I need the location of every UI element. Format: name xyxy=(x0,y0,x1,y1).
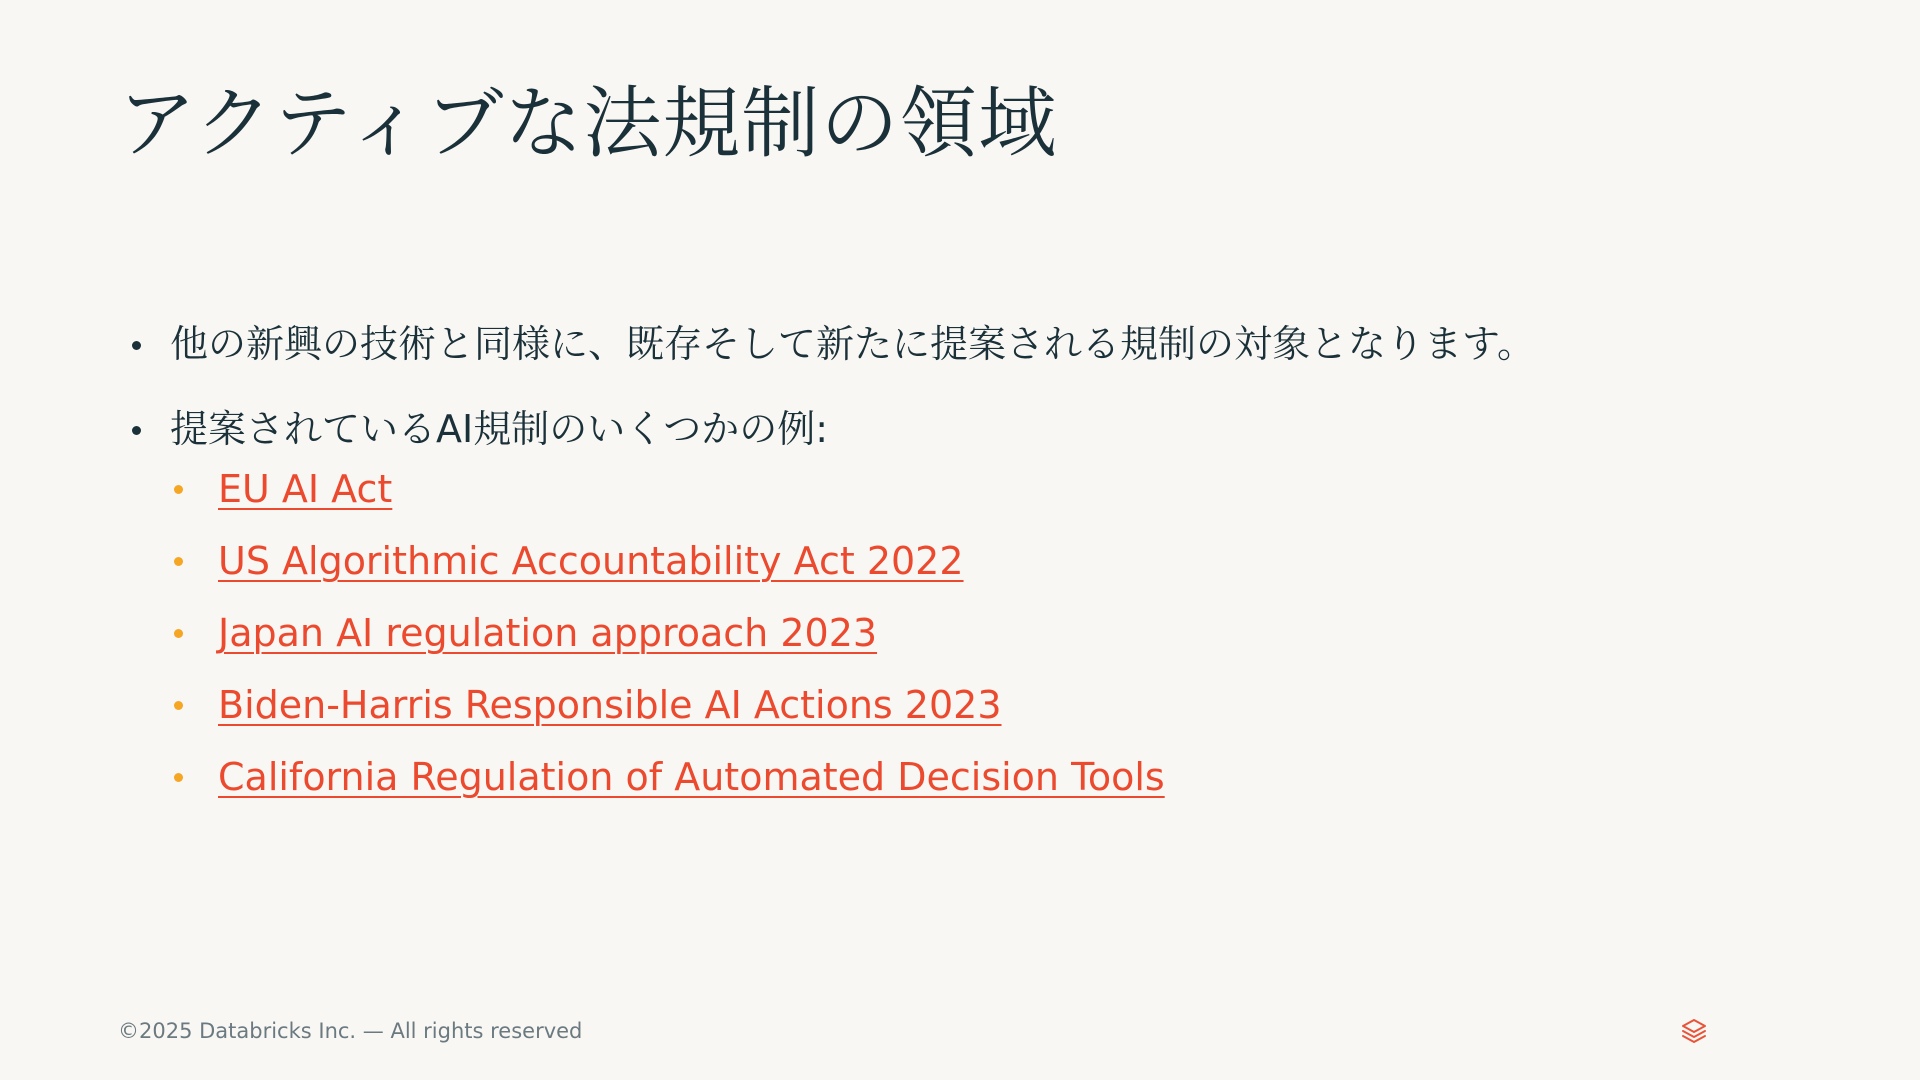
sub-bullet-item xyxy=(172,535,1826,587)
bullet-list xyxy=(126,318,1826,836)
slide-title: アクティブな法規制の領域 xyxy=(118,79,1058,169)
sub-bullet-item xyxy=(172,679,1826,731)
eu-ai-act-link[interactable]: EU AI Act xyxy=(218,467,393,511)
regulation-link-list xyxy=(172,463,1826,803)
us-algorithmic-accountability-act-link[interactable]: US Algorithmic Accountability Act 2022 xyxy=(218,539,964,583)
bullet-text: 提案されているAI規制のいくつかの例: xyxy=(170,407,829,451)
footer-copyright: ©2025 Databricks Inc. — All rights reserved xyxy=(118,1019,583,1043)
bullet-item xyxy=(126,318,1826,370)
bullet-text: 他の新興の技術と同様に、既存そして新たに提案される規制の対象となります。 xyxy=(170,322,1535,366)
japan-ai-regulation-link[interactable]: Japan AI regulation approach 2023 xyxy=(218,611,878,655)
databricks-logo-icon xyxy=(1681,1018,1707,1046)
california-automated-decision-tools-link[interactable]: California Regulation of Automated Decision Tools xyxy=(218,755,1165,799)
sub-bullet-item xyxy=(172,463,1826,515)
sub-bullet-item xyxy=(172,607,1826,659)
sub-bullet-item xyxy=(172,751,1826,803)
biden-harris-responsible-ai-link[interactable]: Biden-Harris Responsible AI Actions 2023 xyxy=(218,683,1002,727)
bullet-item xyxy=(126,403,1826,803)
